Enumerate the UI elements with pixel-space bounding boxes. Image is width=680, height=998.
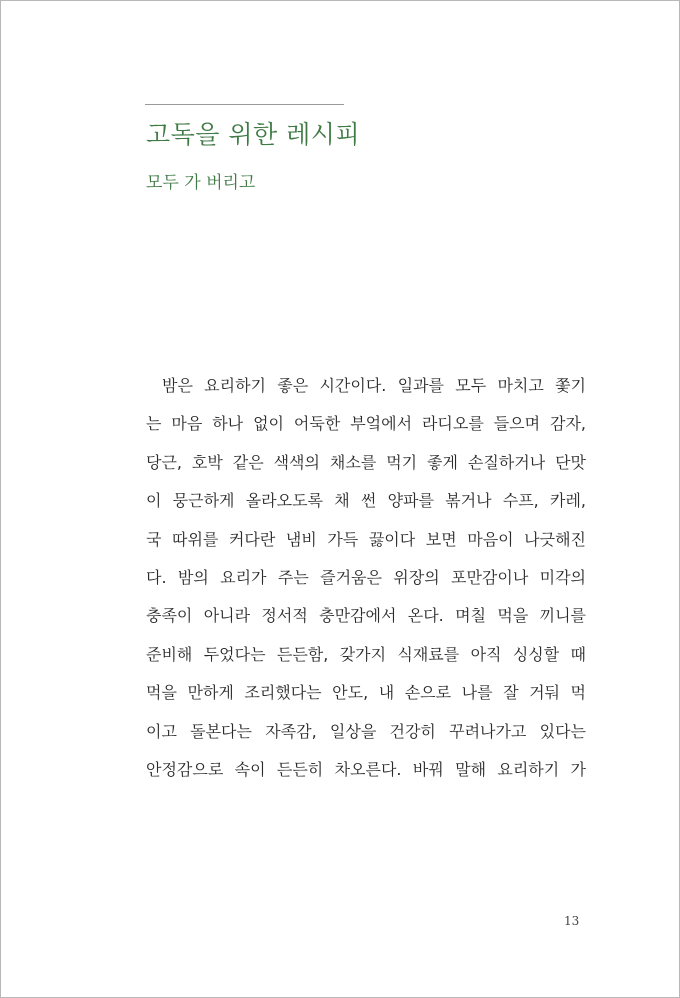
chapter-title: 고독을 위한 레시피 xyxy=(146,120,361,149)
body-line: 먹을 만하게 조리했다는 안도, 내 손으로 나를 잘 거둬 먹 xyxy=(146,683,586,703)
body-line: 는 마음 하나 없이 어둑한 부엌에서 라디오를 들으며 감자, xyxy=(146,414,586,434)
body-line: 이고 돌본다는 자족감, 일상을 건강히 꾸려나가고 있다는 xyxy=(146,721,586,741)
title-divider xyxy=(145,104,344,105)
body-line: 다. 밤의 요리가 주는 즐거움은 위장의 포만감이나 미각의 xyxy=(146,567,586,587)
body-line: 안정감으로 속이 든든히 차오른다. 바꿔 말해 요리하기 가 xyxy=(146,759,586,779)
body-line: 밤은 요리하기 좋은 시간이다. 일과를 모두 마치고 쫓기 xyxy=(162,376,586,395)
body-line: 이 뭉근하게 올라오도록 채 썬 양파를 볶거나 수프, 카레, xyxy=(146,491,586,511)
page-number: 13 xyxy=(564,914,580,928)
body-line: 국 따위를 커다란 냄비 가득 끓이다 보면 마음이 나긋해진 xyxy=(146,529,586,549)
body-line: 당근, 호박 같은 색색의 채소를 먹기 좋게 손질하거나 단맛 xyxy=(146,452,586,472)
chapter-subtitle: 모두 가 버리고 xyxy=(146,173,256,193)
body-line: 충족이 아니라 정서적 충만감에서 온다. 며칠 먹을 끼니를 xyxy=(146,606,586,626)
body-line: 준비해 두었다는 든든함, 갖가지 식재료를 아직 싱싱할 때 xyxy=(146,644,586,664)
body-paragraph xyxy=(146,367,586,789)
